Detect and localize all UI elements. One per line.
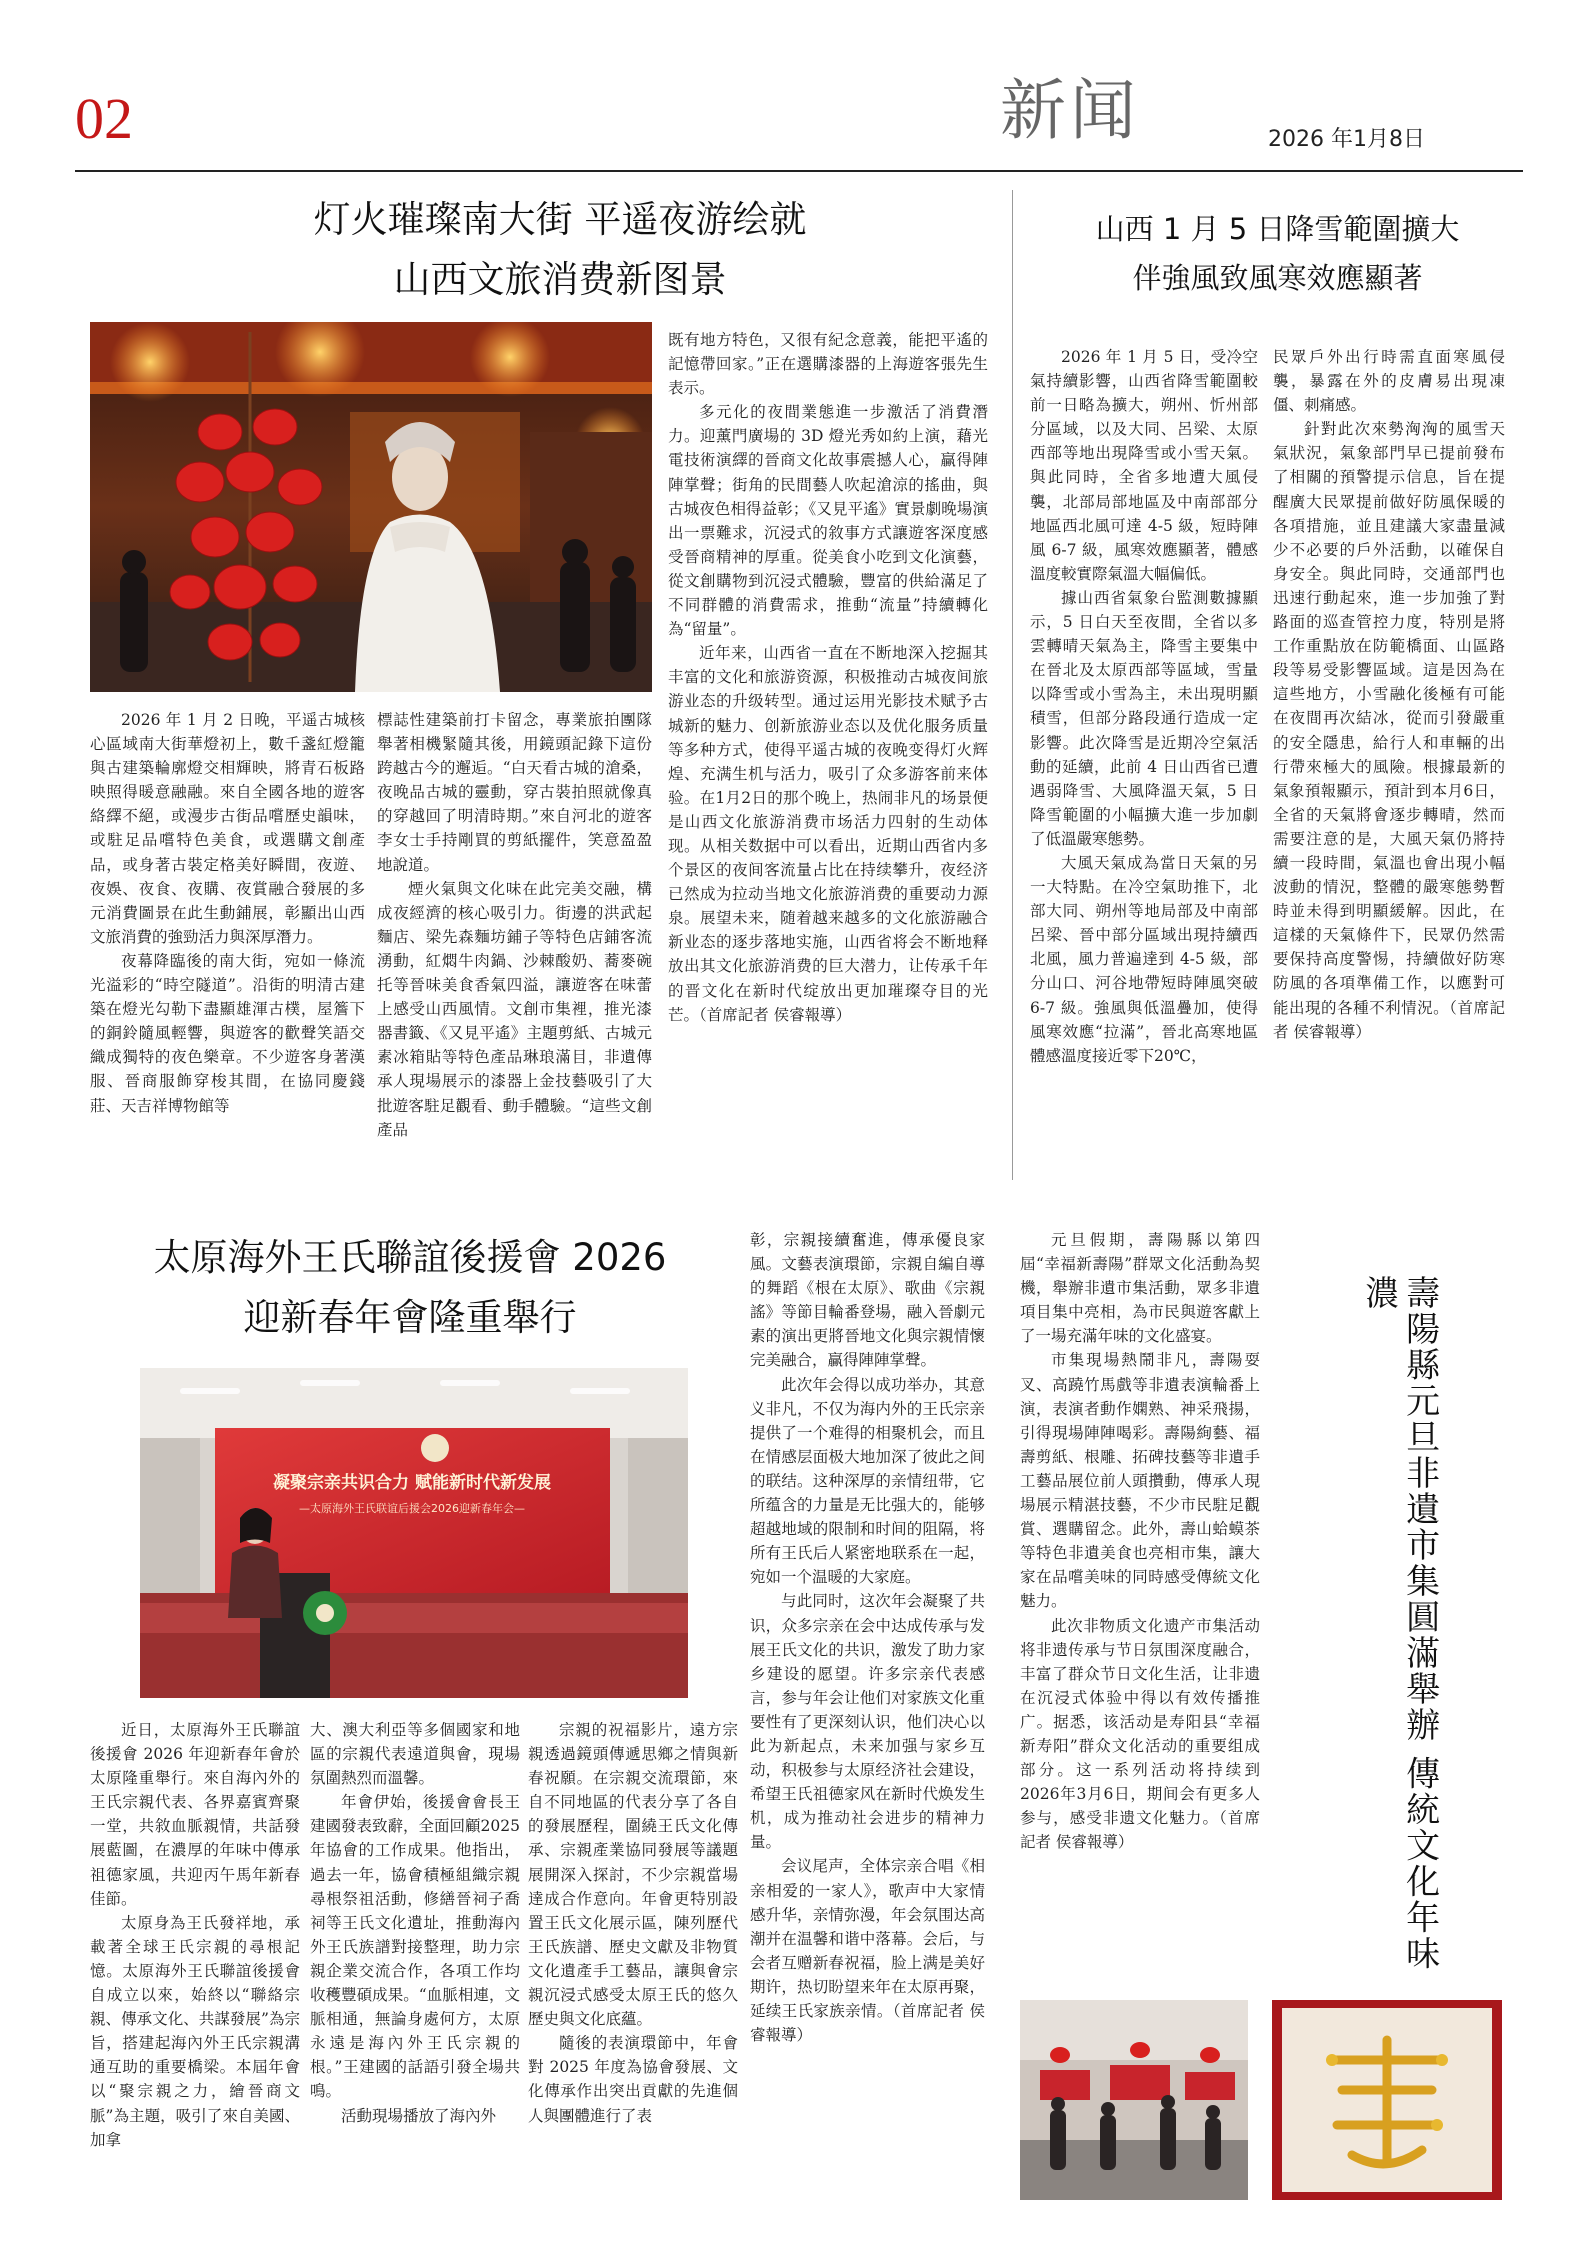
paragraph: 会议尾声，全体宗亲合唱《相亲相爱的一家人》，歌声中大家情感升华，亲情弥漫，年会氛围达高潮并在温馨和谐中落幕。会后，与会者互赠新春祝福，脸上满是美好期许，热切盼望来年在太原再聚，延续王氏家族亲情。（首席記者 侯睿報導） [750,1857,985,2045]
header-rule [75,170,1523,172]
paragraph: 多元化的夜間業態進一步激活了消費潛力。迎薰門廣場的 3D 燈光秀如約上演，藉光電技術演繹的晉商文化故事震撼人心，贏得陣陣掌聲；街角的民間藝人吹起滄涼的搖曲，與古城夜色相得益彰；《又見平遙》實景劇晚場演出一票難求，沉浸式的敘事方式讓遊客深度感受晉商精神的厚重。從美食小吃到文化演藝，從文創購物到沉浸式體驗，豐富的供給滿足了不同群體的消費需求，推動“流量”持續轉化為“留量”。 [668,403,988,639]
paragraph: 大風天氣成為當日天氣的另一大特點。在冷空氣助推下，北部大同、朔州等地局部及中南部呂梁、晉中部分區域出現持續西北風，風力普遍達到 4-5 級，部分山口、河谷地帶短時陣風突破 6-7 級。強風與低溫疊加，使得風寒效應“拉滿”，晉北高寒地區體感溫度接近零下20℃， [1030,853,1258,1065]
article3-title-line1: 太原海外王氏聯誼後援會 2026 [153,1236,667,1279]
article2-column-2 [1273,345,1505,1044]
conference-hall-image [140,1368,688,1698]
article1-photo [90,322,652,692]
paragraph: 元旦假期，壽陽縣以第四屆“幸福新壽陽”群眾文化活動為契機，舉辦非遺市集活動，眾多非遺項目集中亮相，為市民與遊客獻上了一場充滿年味的文化盛宴。 [1020,1231,1260,1346]
paragraph: 煙火氣與文化味在此完美交融，構成夜經濟的核心吸引力。街邊的洪武起麵店、梁先森麵坊鋪子等特色店鋪客流湧動，紅燜牛肉鍋、沙棘酸奶、蕎麥碗托等晉味美食香氣四溢，讓遊客在味蕾上感受山西風情。文創市集裡，推光漆器書籤、《又見平遙》主題剪紙、古城元素冰箱貼等特色產品琳琅滿目，非遺傳承人現場展示的漆器上金技藝吸引了大批遊客駐足觀看、動手體驗。“這些文創產品 [377,879,652,1139]
article2-title-line2: 伴強風致風寒效應顯著 [1132,261,1423,296]
article2-title-line1: 山西 1 月 5 日降雪範圍擴大 [1095,212,1460,246]
article3-column-3 [528,1718,738,2128]
banner-subtitle: —太原海外王氏联谊后援会2026迎新春年会— [299,1502,525,1515]
paragraph: 大、澳大利亞等多個國家和地區的宗親代表遠道與會，現場氛圍熱烈而溫馨。 [310,1721,520,1788]
paragraph: 与此同时，这次年会凝聚了共识，众多宗亲在会中达成传承与发展王氏文化的共识，激发了助力家乡建设的愿望。许多宗亲代表感言，参与年会让他们对家族文化重要性有了更深刻认识，他们决心以此为新起点，未来加强与家乡互动，积极参与太原经济社会建设，希望王氏祖德家风在新时代焕发生机，成为推动社会进步的精神力量。 [750,1592,985,1852]
paragraph: 據山西省氣象台監測數據顯示，5 日白天至夜間，全省以多雲轉晴天氣為主，降雪主要集中在晉北及太原西部等區域，雪量以降雪或小雪為主，未出現明顯積雪，但部分路段通行造成一定影響。此次降雪是近期冷空氣活動的延續，此前 4 日山西省已遭遇弱降雪、大風降溫天氣，5 日降雪範圍的小幅擴大進一步加劇了低溫嚴寒態勢。 [1030,588,1258,848]
article4-column-1 [1020,1228,1260,1854]
article3-photo [140,1368,688,1698]
paragraph: 隨後的表演環節中，年會對 2025 年度為協會發展、文化傳承作出突出貢獻的先進個人與團體進行了表 [528,2034,738,2125]
article2-column-1 [1030,345,1258,1068]
paragraph: 宗親的祝福影片，遠方宗親透過鏡頭傳遞思鄉之情與新春祝願。在宗親交流環節，來自不同地區的代表分享了各自的發展歷程，圍繞王氏文化傳承、宗親產業協同發展等議題展開深入探討，不少宗親當場達成合作意向。年會更特別設置王氏文化展示區，陳列歷代王氏族譜、歷史文獻及非物質文化遺產手工藝品，讓與會宗親沉浸式感受太原王氏的悠久歷史與文化底蘊。 [528,1721,738,2029]
column-divider [1012,190,1013,1180]
article3-column-1 [90,1718,300,2152]
article3-column-4 [750,1228,985,2047]
page-number: 02 [75,86,133,151]
banner-title: 凝聚宗亲共识合力 赋能新时代新发展 [273,1473,551,1493]
paragraph: 夜幕降臨後的南大街，宛如一條流光溢彩的“時空隧道”。沿街的明清古建築在燈光勾勒下盡顯雄渾古樸，屋簷下的銅鈴隨風輕響，與遊客的歡聲笑語交織成獨特的夜色樂章。不少遊客身著漢服、晉商服飾穿梭其間，在協同慶錢莊、天吉祥博物館等 [90,951,365,1115]
article1-headline [90,190,1030,310]
paragraph: 2026 年 1 月 5 日，受冷空氣持續影響，山西省降雪範圍較前一日略為擴大，朔州、忻州部分區域，以及大同、呂梁、太原西部等地出現降雪或小雪天氣。與此同時，全省多地遭大風侵襲，北部局部地區及中南部部分地區西北風可達 4-5 級，短時陣風 6-7 級，風寒效應顯著，體感溫度較實際氣溫大幅偏低。 [1030,348,1258,583]
paragraph: 既有地方特色，又很有紀念意義，能把平遙的記憶帶回家。”正在選購漆器的上海遊客張先生表示。 [668,331,988,398]
issue-date: 2026 年1月8日 [1268,127,1425,152]
gold-shou-character-image [1272,2000,1502,2200]
article4-photo-market [1020,2000,1248,2200]
paragraph: 標誌性建築前打卡留念，專業旅拍團隊舉著相機緊隨其後，用鏡頭記錄下這份跨越古今的邂逅。“白天看古城的滄桑，夜晚品古城的靈動，穿古裝拍照就像真的穿越回了明清時期。”來自河北的遊客李女士手持剛買的剪紙擺件，笑意盈盈地說道。 [377,711,652,874]
article3-headline [90,1228,730,1348]
market-hall-image [1020,2000,1248,2200]
article1-column-1 [90,708,365,1118]
paragraph: 此次非物质文化遗产市集活动将非遗传承与节日氛围深度融合，丰富了群众节日文化生活，让非遗在沉浸式体验中得以有效传播推广。据悉，该活动是寿阳县“幸福新寿阳”群众文化活动的重要组成部分。这一系列活动将持续到2026年3月6日，期间会有更多人参与，感受非遗文化魅力。（首席記者 侯睿報導） [1020,1616,1260,1852]
paragraph: 年會伊始，後援會會長王建國發表致辭，全面回顧2025 年協會的工作成果。他指出，過去一年，協會積極組織宗親尋根祭祖活動，修繕晉祠子喬祠等王氏文化遺址，推動海內外王氏族譜對接整理，助力宗親企業交流合作，各項工作均收穫豐碩成果。“血脈相連，文脈相通，無論身處何方，太原永遠是海內外王氏宗親的根。”王建國的話語引發全場共鳴。 [310,1793,520,2101]
article1-column-2 [377,708,652,1142]
lantern-street-image [90,322,652,692]
article2-headline [1030,205,1525,304]
paragraph: 2026 年 1 月 2 日晚，平遥古城核心區域南大街華燈初上，數千盞紅燈籠與古建築輪廓燈交相輝映，將青石板路映照得暖意融融。來自全國各地的遊客絡繹不絕，或漫步古街品嚐歷史韻味，或駐足品嚐特色美食，或選購文創產品，或身著古裝定格美好瞬間，夜遊、夜娛、夜食、夜購、夜賞融合發展的多元消費圖景在此生動鋪展，彰顯出山西文旅消費的強勁活力與深厚潛力。 [90,711,365,946]
paragraph: 彰，宗親接續奮進，傳承優良家風。文藝表演環節，宗親自編自導的舞蹈《根在太原》、歌曲《宗親謠》等節目輪番登場，融入晉劇元素的演出更將晉地文化與宗親情懷完美融合，贏得陣陣掌聲。 [750,1231,985,1370]
article3-column-2 [310,1718,520,2128]
article1-title-line2: 山西文旅消费新图景 [393,257,727,301]
article1-column-3 [668,328,988,1027]
paragraph: 近日，太原海外王氏聯誼後援會 2026 年迎新春年會於太原隆重舉行。來自海內外的王氏宗親代表、各界嘉賓齊聚一堂，共敘血脈親情，共話發展藍圖，在濃厚的年味中傳承祖德家風，共迎丙午馬年新春佳節。 [90,1721,300,1908]
paragraph: 太原身為王氏發祥地，承載著全球王氏宗親的尋根記憶。太原海外王氏聯誼後援會自成立以來，始終以“聯絡宗親、傳承文化、共謀發展”為宗旨，搭建起海內外王氏宗親溝通互助的重要橋梁。本屆年會以“聚宗親之力，繪晉商文脈”為主題，吸引了來自美國、加拿 [90,1913,300,2149]
paragraph: 市集現場熱鬧非凡，壽陽耍叉、高蹺竹馬戲等非遺表演輪番上演，表演者動作嫻熟、神采飛揚，引得現場陣陣喝彩。壽陽絢藝、福壽剪紙、根雕、拓碑技藝等非遺手工藝品展位前人頭攢動，傳承人現場展示精湛技藝，不少市民駐足觀賞、選購留念。此外，壽山蛤蟆茶等特色非遺美食也亮相市集，讓大家在品嚐美味的同時感受傳統文化魅力。 [1020,1351,1260,1611]
paragraph: 此次年会得以成功举办，其意义非凡，不仅为海内外的王氏宗亲提供了一个难得的相聚机会，而且在情感层面极大地加深了彼此之间的联结。这种深厚的亲情纽带，它所蕴含的力量是无比强大的，能够超越地域的限制和时间的阻隔，将所有王氏后人紧密地联系在一起，宛如一个温暖的大家庭。 [750,1375,985,1587]
article4-photo-craft [1272,2000,1502,2200]
article3-title-line2: 迎新春年會隆重舉行 [243,1295,577,1339]
paragraph: 活動現場播放了海內外 [341,2106,497,2125]
article4-title: 壽陽縣元旦非遺市集圓滿舉辦 傳統文化年味濃 [1358,1275,1440,1972]
paragraph: 針對此次來勢洶洶的風雪天氣狀況，氣象部門早已提前發布了相關的預警提示信息，旨在提醒廣大民眾提前做好防風保暖的各項措施，並且建議大家盡量減少不必要的戶外活動，以確保自身安全。與此同時，交通部門也迅速行動起來，進一步加強了對路面的巡查管控力度，特別是將工作重點放在防範橋面、山區路段等易受影響區域。這是因為在這些地方，小雪融化後極有可能在夜間再次結冰，從而引發嚴重的安全隱患，給行人和車輛的出行帶來極大的風險。根據最新的氣象預報顯示，預計到本月6日，全省的天氣將會逐步轉晴，然而需要注意的是，大風天氣仍將持續一段時間，氣溫也會出現小幅波動的情況，整體的嚴寒態勢暫時並未得到明顯緩解。因此，在這樣的天氣條件下，民眾仍然需要保持高度警惕，持續做好防寒防風的各項準備工作，以應對可能出現的各種不利情況。（首席記者 侯睿報導） [1273,420,1505,1041]
article1-title-line1: 灯火璀璨南大街 平遥夜游绘就 [313,198,807,241]
paragraph: 近年来，山西省一直在不断地深入挖掘其丰富的文化和旅游资源，积极推动古城夜间旅游业态的升级转型。通过运用光影技术赋予古城新的魅力、创新旅游业态以及优化服务质量等多种方式，使得平遥古城的夜晚变得灯火辉煌、充满生机与活力，吸引了众多游客前来体验。在1月2日的那个晚上，热闹非凡的场景便是山西文化旅游消费市场活力四射的生动体现。从相关数据中可以看出，近期山西省内多个景区的夜间客流量占比在持续攀升，夜经济已然成为拉动当地文化旅游消费的重要动力源泉。展望未来，随着越来越多的文化旅游融合新业态的逐步落地实施，山西省将会不断地释放出其文化旅游消费的巨大潜力，让传承千年的晋文化在新时代绽放出更加璀璨夺目的光芒。（首席記者 侯睿報導） [668,644,988,1024]
paragraph: 民眾戶外出行時需直面寒風侵襲，暴露在外的皮膚易出現凍僵、刺痛感。 [1273,348,1505,415]
section-title: 新闻 [1000,72,1140,149]
